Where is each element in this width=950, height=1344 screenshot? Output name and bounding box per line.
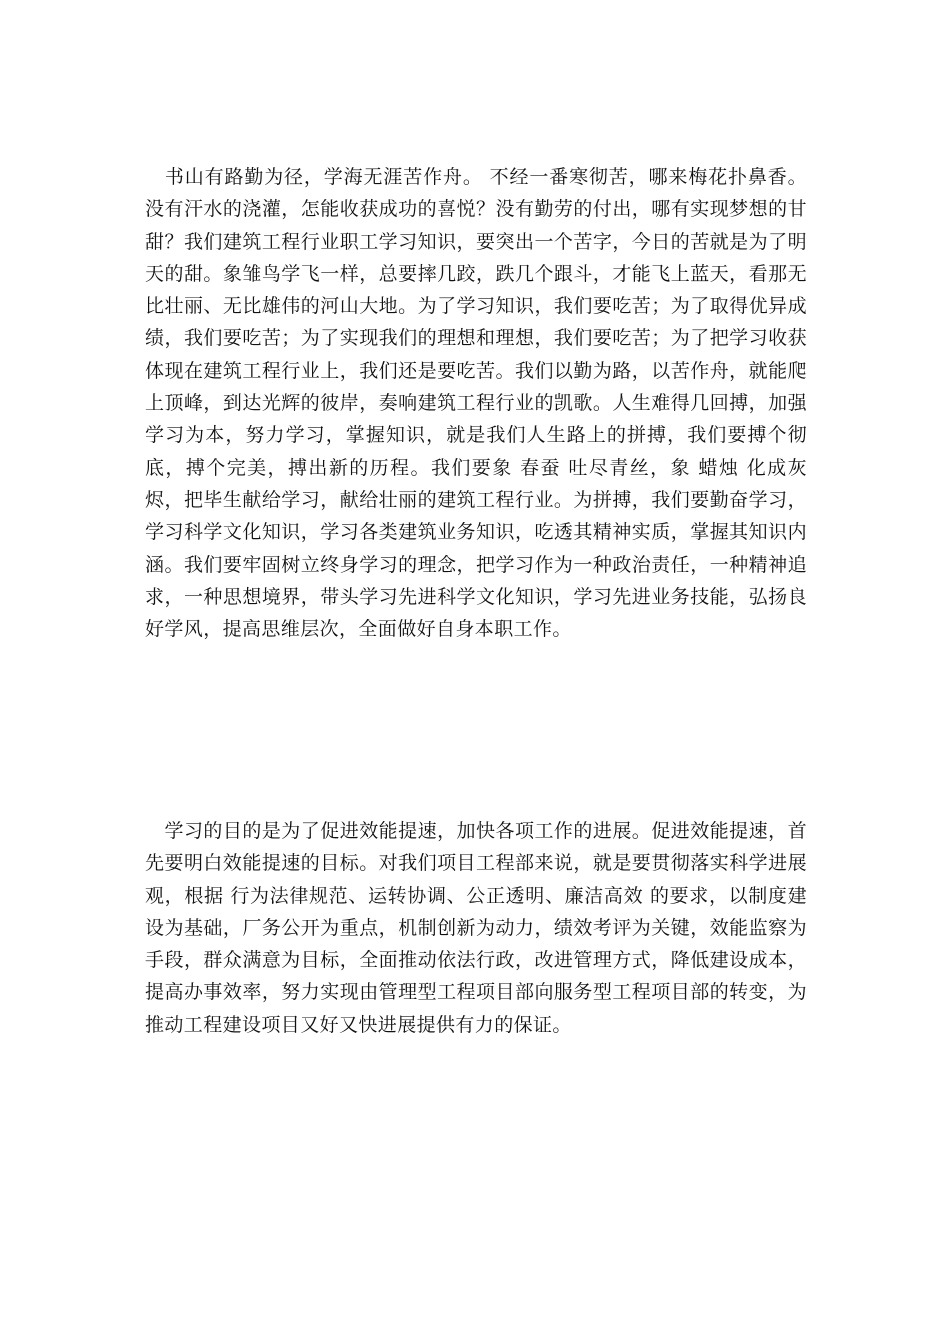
body-paragraph: 书山有路勤为径，学海无涯苦作舟。 不经一番寒彻苦，哪来梅花扑鼻香。没有汗水的浇灌，怎能收获成功的喜悦？没有勤劳的付出，哪有实现梦想的甘甜？我们建筑工程行业职工学习知识，要突出一个苦字，今日的苦就是为了明天的甜。象雏鸟学飞一样，总要摔几跤，跌几个跟斗，才能飞上蓝天，看那无比壮丽、无比雄伟的河山大地。为了学习知识，我们要吃苦；为了取得优异成绩，我们要吃苦；为了实现我们的理想和理想，我们要吃苦；为了把学习收获体现在建筑工程行业上，我们还是要吃苦。我们以勤为路，以苦作舟，就能爬上顶峰，到达光辉的彼岸，奏响建筑工程行业的凯歌。人生难得几回搏，加强学习为本，努力学习，掌握知识，就是我们人生路上的拼搏，我们要搏个彻底，搏个完美，搏出新的历程。我们要象 春蚕 吐尽青丝，象 蜡烛 化成灰烬，把毕生献给学习，献给壮丽的建筑工程行业。为拼搏，我们要勤奋学习，学习科学文化知识，学习各类建筑业务知识，吃透其精神实质，掌握其知识内涵。我们要牢固树立终身学习的理念，把学习作为一种政治责任，一种精神追求，一种思想境界，带头学习先进科学文化知识，学习先进业务技能，弘扬良好学风，提高思维层次，全面做好自身本职工作。 [145, 166, 807, 641]
body-paragraph: 学习的目的是为了促进效能提速，加快各项工作的进展。促进效能提速，首先要明白效能提速的目标。对我们项目工程部来说，就是要贯彻落实科学进展观，根据 行为法律规范、运转协调、公正透明、廉洁高效 的要求，以制度建设为基础，厂务公开为重点，机制创新为动力，绩效考评为关键，效能监察为手段，群众满意为目标，全面推动依法行政，改进管理方式，降低建设成本，提高办事效率，努力实现由管理型工程项目部向服务型工程项目部的转变，为推动工程建设项目又好又快进展提供有力的保证。 [145, 820, 807, 1036]
